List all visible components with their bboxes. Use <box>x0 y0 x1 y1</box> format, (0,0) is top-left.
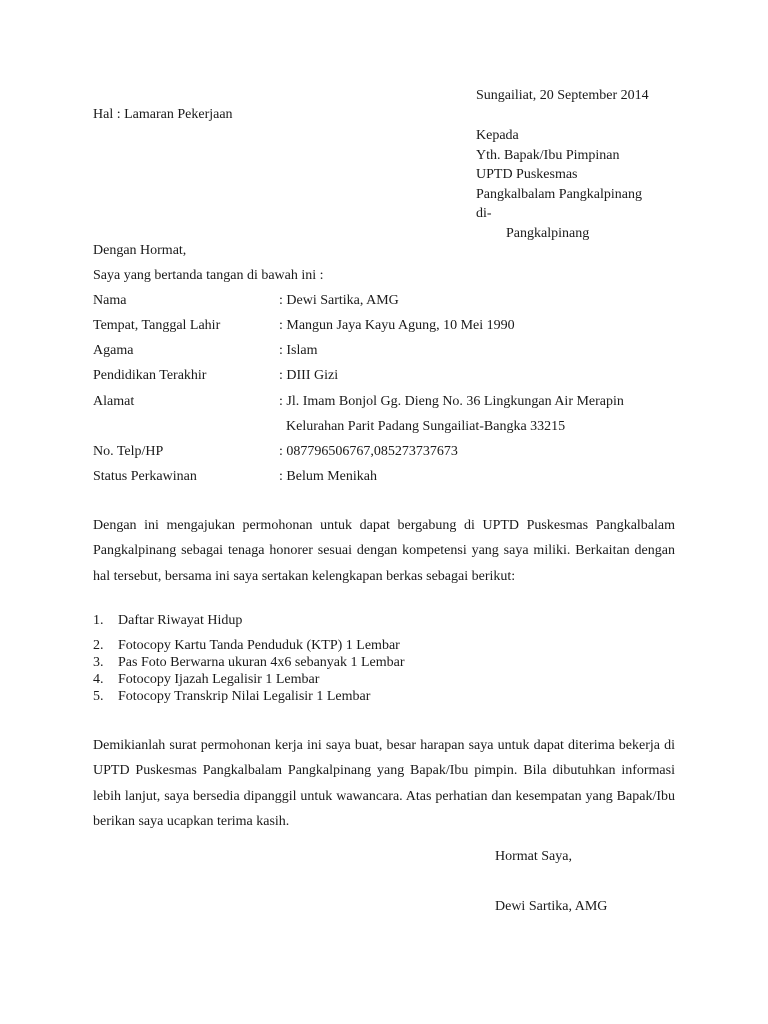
identity-label: Status Perkawinan <box>93 469 197 484</box>
recipient-line: Pangkalbalam Pangkalpinang <box>476 186 643 202</box>
identity-label: Agama <box>93 343 134 358</box>
recipient-to: Kepada <box>476 128 519 143</box>
list-number: 1. <box>93 613 104 628</box>
body-paragraph: Dengan ini mengajukan permohonan untuk dapat bergabung di UPTD Puskesmas Pangkalbalam Pangkalpinang sebagai tenaga honorer sesuai dengan kompetensi yang saya miliki. Berkaitan dengan hal tersebut, bersama ini saya sertakan kelengkapan berkas sebagai berikut: <box>93 518 675 584</box>
recipient-block <box>476 126 642 243</box>
identity-label: Pendidikan Terakhir <box>93 368 207 383</box>
list-item <box>93 671 405 688</box>
list-text: Fotocopy Transkrip Nilai Legalisir 1 Lembar <box>118 689 371 704</box>
identity-value: : Mangun Jaya Kayu Agung, 10 Mei 1990 <box>279 318 515 333</box>
identity-value: : Jl. Imam Bonjol Gg. Dieng No. 36 Lingkungan Air Merapin <box>279 394 624 409</box>
list-text: Fotocopy Ijazah Legalisir 1 Lembar <box>118 672 320 687</box>
recipient-line: UPTD Puskesmas <box>476 167 578 182</box>
list-text: Fotocopy Kartu Tanda Penduduk (KTP) 1 Lembar <box>118 638 400 653</box>
sign-off: Hormat Saya, <box>495 849 572 864</box>
list-item <box>93 637 405 654</box>
identity-value: : Belum Menikah <box>279 469 377 484</box>
list-number: 5. <box>93 689 104 704</box>
identity-value: : Dewi Sartika, AMG <box>279 293 399 308</box>
identity-value: : 087796506767,085273737673 <box>279 444 458 459</box>
signer-name: Dewi Sartika, AMG <box>495 899 608 914</box>
identity-label: Nama <box>93 293 127 308</box>
recipient-line: di- <box>476 206 492 221</box>
list-item <box>93 613 405 629</box>
list-number: 3. <box>93 655 104 670</box>
greeting: Dengan Hormat, <box>93 243 187 258</box>
attachment-list <box>93 613 405 705</box>
recipient-line: Yth. Bapak/Ibu Pimpinan <box>476 147 620 163</box>
letter-date: Sungailiat, 20 September 2014 <box>476 88 649 103</box>
identity-label: Tempat, Tanggal Lahir <box>93 318 221 333</box>
letter-subject: Hal : Lamaran Pekerjaan <box>93 107 233 122</box>
intro-text: Saya yang bertanda tangan di bawah ini : <box>93 268 324 283</box>
list-item <box>93 688 405 705</box>
closing-paragraph: Demikianlah surat permohonan kerja ini saya buat, besar harapan saya untuk dapat diterima bekerja di UPTD Puskesmas Pangkalbalam Pangkalpinang yang Bapak/Ibu pimpin. Bila dibutuhkan informasi lebih lanjut, saya bersedia dipanggil untuk wawancara. Atas perhatian dan kesempatan yang Bapak/Ibu berikan saya ucapkan terima kasih. <box>93 738 675 829</box>
list-number: 4. <box>93 672 104 687</box>
list-number: 2. <box>93 638 104 653</box>
identity-value-continued: Kelurahan Parit Padang Sungailiat-Bangka 33215 <box>286 419 566 434</box>
recipient-city: Pangkalpinang <box>506 225 590 241</box>
identity-value: : DIII Gizi <box>279 368 339 383</box>
list-text: Daftar Riwayat Hidup <box>118 613 243 628</box>
identity-label: No. Telp/HP <box>93 444 164 459</box>
list-item <box>93 654 405 671</box>
identity-value: : Islam <box>279 343 318 358</box>
list-text: Pas Foto Berwarna ukuran 4x6 sebanyak 1 Lembar <box>118 655 405 670</box>
identity-label: Alamat <box>93 394 135 409</box>
